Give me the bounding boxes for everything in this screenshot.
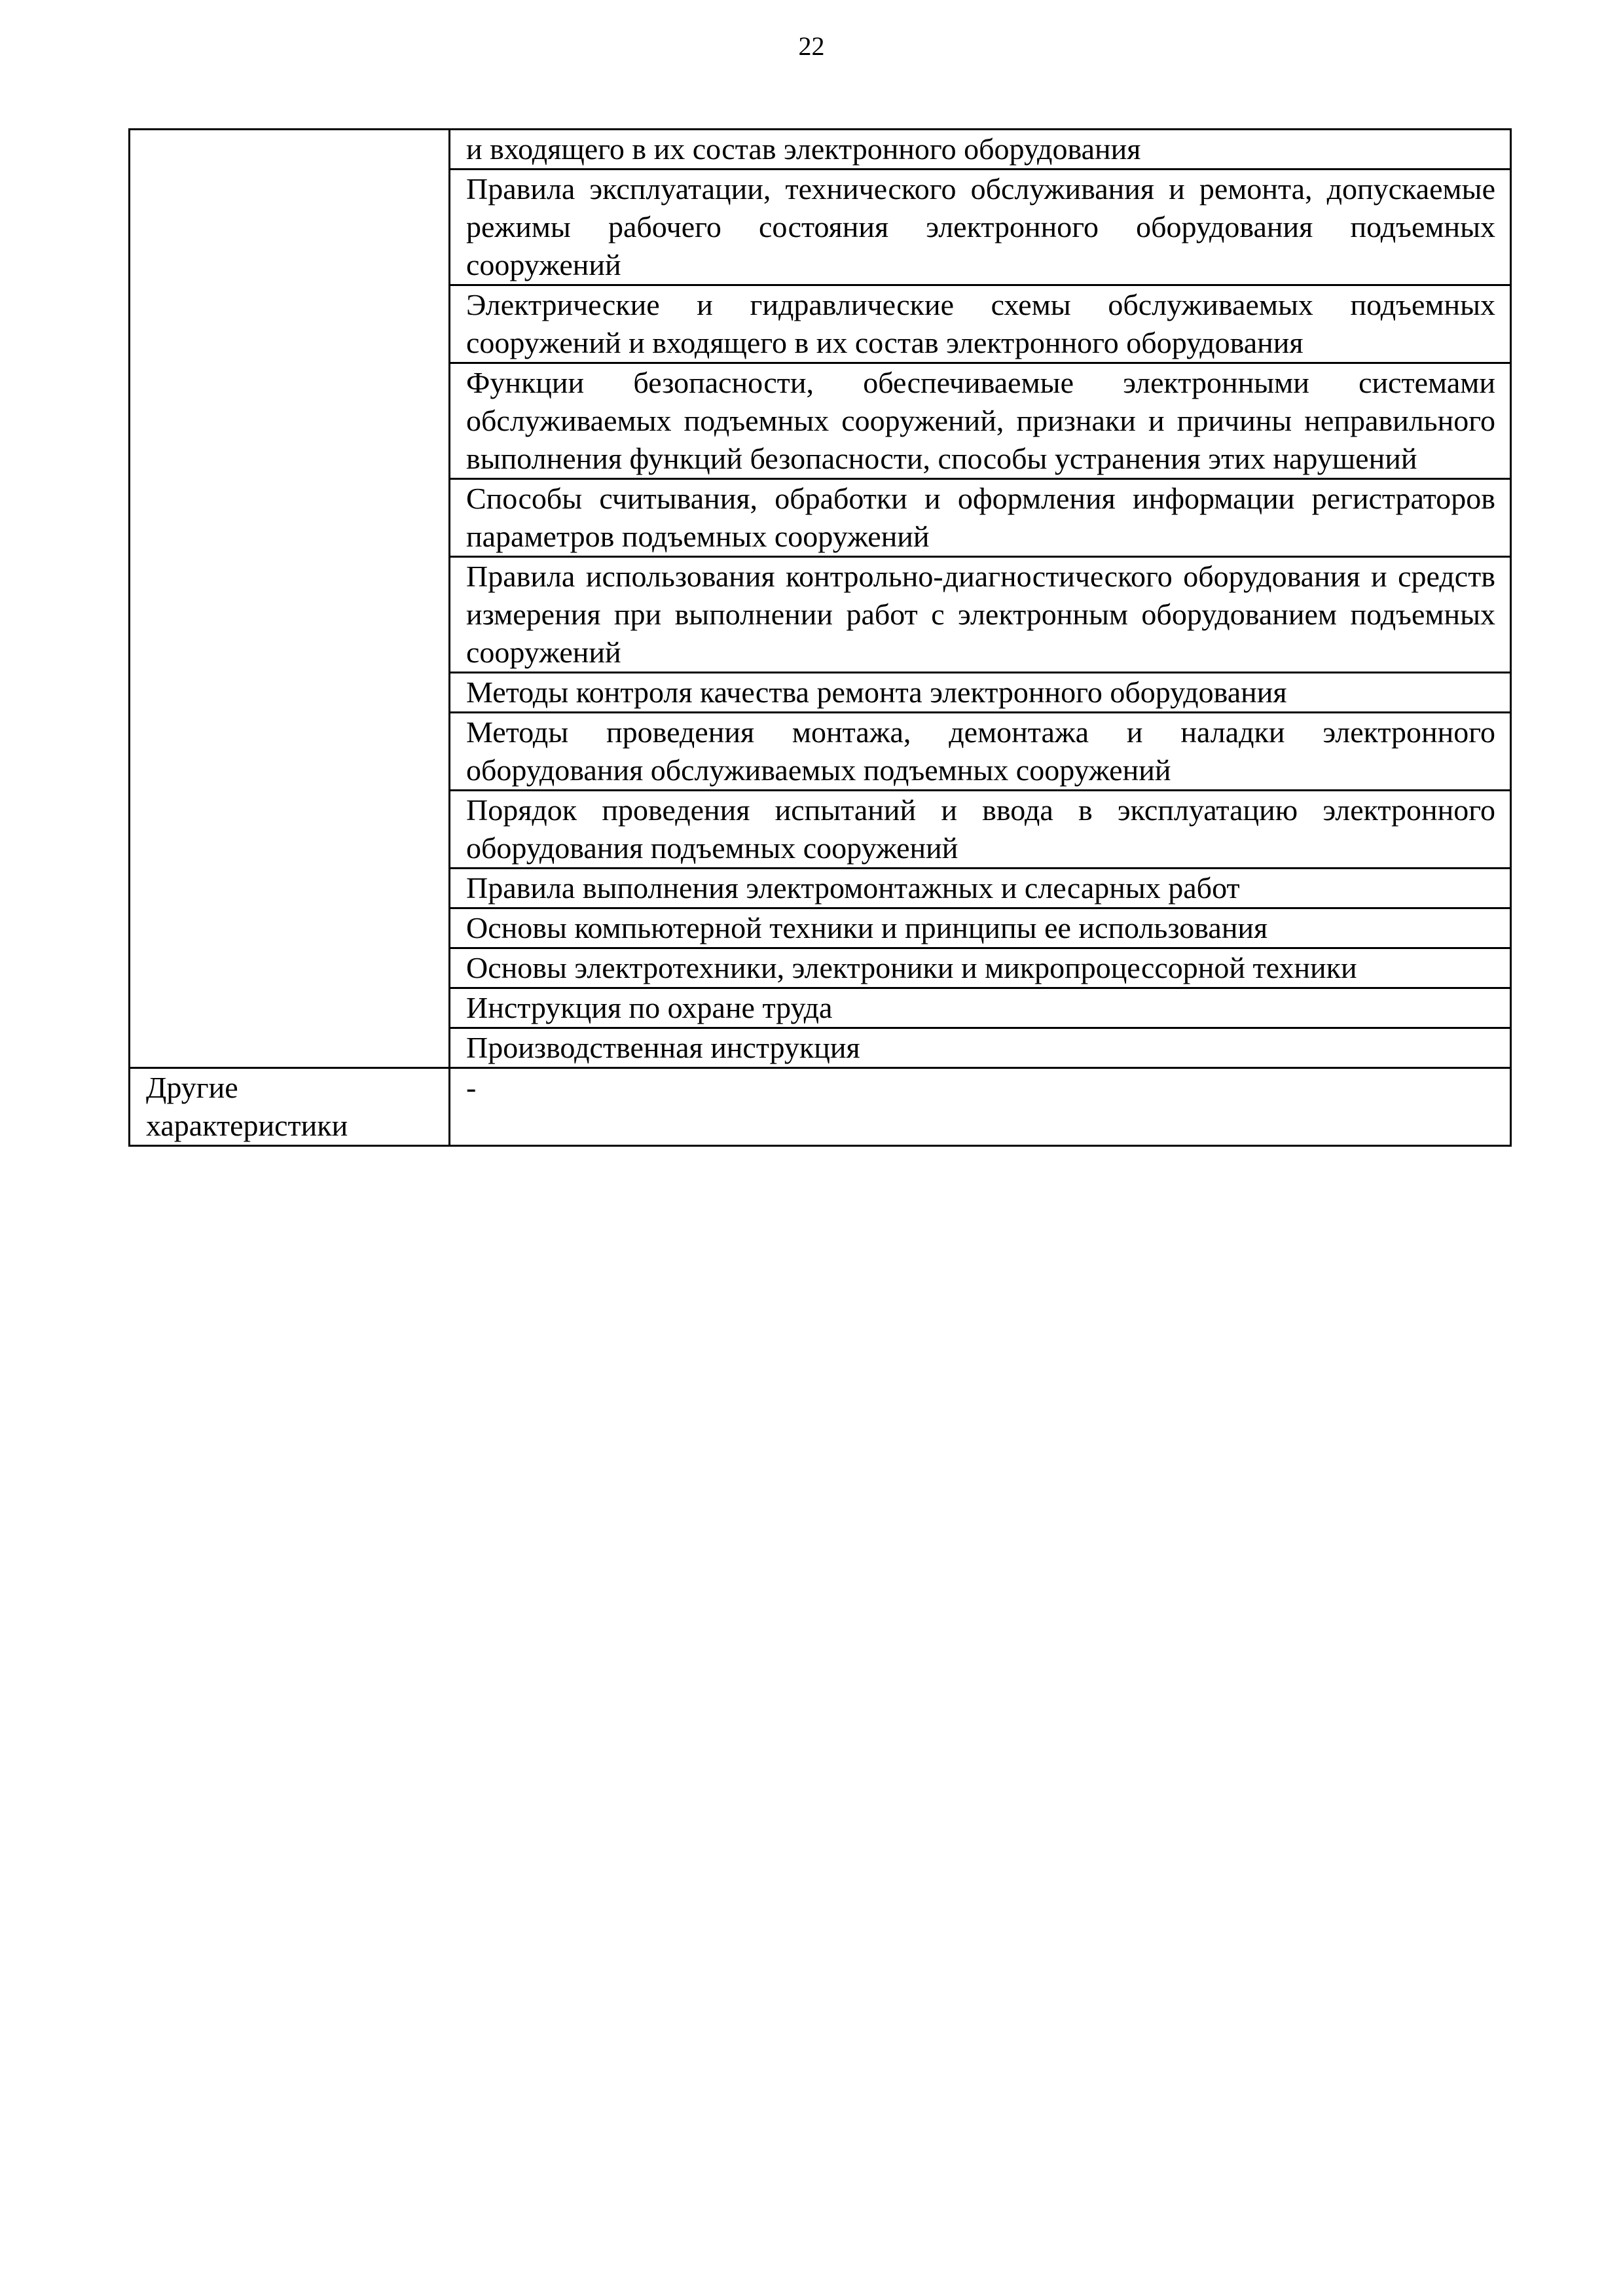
knowledge-item: Способы считывания, обработки и оформления информации регистраторов параметров подъемных сооружений: [450, 479, 1511, 557]
table-row: [130, 1068, 1511, 1146]
knowledge-item: Правила эксплуатации, технического обслуживания и ремонта, допускаемые режимы рабочего состояния электронного оборудования подъемных сооружений: [450, 170, 1511, 285]
knowledge-item: Основы электротехники, электроники и микропроцессорной техники: [450, 948, 1511, 988]
knowledge-item: Электрические и гидравлические схемы обслуживаемых подъемных сооружений и входящего в их состав электронного оборудования: [450, 285, 1511, 363]
knowledge-item: Функции безопасности, обеспечиваемые электронными системами обслуживаемых подъемных сооружений, признаки и причины неправильного выполнения функций безопасности, способы устранения этих нарушений: [450, 363, 1511, 479]
knowledge-label-cell: [130, 130, 450, 1068]
knowledge-item: и входящего в их состав электронного оборудования: [450, 130, 1511, 170]
table-row: [130, 130, 1511, 170]
page-number: 22: [798, 31, 825, 61]
knowledge-item: Инструкция по охране труда: [450, 988, 1511, 1028]
knowledge-item: Методы проведения монтажа, демонтажа и наладки электронного оборудования обслуживаемых подъемных сооружений: [450, 713, 1511, 791]
knowledge-item: Порядок проведения испытаний и ввода в эксплуатацию электронного оборудования подъемных сооружений: [450, 791, 1511, 869]
knowledge-item: Основы компьютерной техники и принципы ее использования: [450, 908, 1511, 948]
knowledge-item: Методы контроля качества ремонта электронного оборудования: [450, 673, 1511, 713]
knowledge-item: Правила использования контрольно-диагностического оборудования и средств измерения при выполнении работ с электронным оборудованием подъемных сооружений: [450, 557, 1511, 673]
other-characteristics-label: Другие характеристики: [130, 1068, 450, 1146]
requirements-table: [128, 128, 1512, 1147]
knowledge-item: Правила выполнения электромонтажных и слесарных работ: [450, 869, 1511, 908]
knowledge-item: Производственная инструкция: [450, 1028, 1511, 1068]
other-characteristics-value: -: [450, 1068, 1511, 1146]
